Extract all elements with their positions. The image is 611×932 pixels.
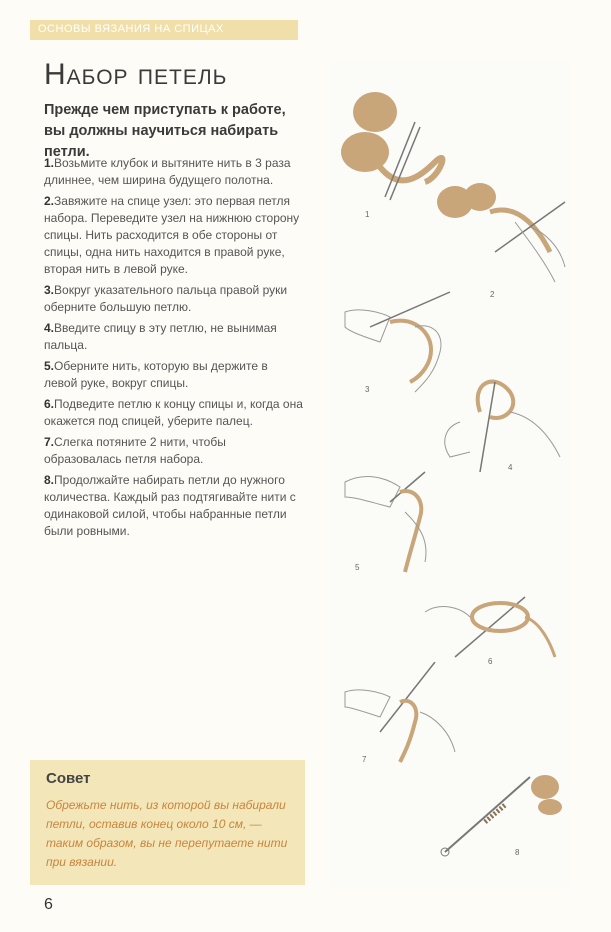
step-text: Оберните нить, которую вы держите в левой руке, вокруг спицы. [44, 359, 268, 390]
figure-5-illustration [330, 462, 570, 592]
step-number: 5. [44, 359, 55, 373]
page-number: 6 [44, 896, 53, 913]
illustration-panel [330, 62, 570, 888]
step-item [44, 396, 304, 430]
step-item [44, 320, 304, 354]
figure-8-number: 8 [515, 848, 520, 857]
figure-3-number: 3 [365, 385, 370, 394]
tip-title: Совет [46, 770, 91, 787]
figure-5-number: 5 [355, 563, 360, 572]
step-number: 4. [44, 321, 55, 335]
step-text: Подведите петлю к концу спицы и, когда она окажется под спицей, уберите палец. [44, 397, 303, 428]
step-number: 6. [44, 397, 55, 411]
step-item [44, 358, 304, 392]
figure-6-number: 6 [488, 657, 493, 666]
lead-paragraph: Прежде чем приступать к работе, вы должны научиться набирать петли. [44, 102, 286, 160]
step-number: 2. [44, 194, 55, 208]
figure-4-number: 4 [508, 463, 513, 472]
figure-7-illustration [330, 662, 570, 772]
step-text: Введите спицу в эту петлю, не вынимая пальца. [44, 321, 277, 352]
step-number: 8. [44, 473, 55, 487]
step-item [44, 193, 304, 278]
step-item [44, 472, 304, 540]
step-item [44, 155, 304, 189]
tip-box [30, 760, 305, 885]
section-header [30, 20, 298, 40]
step-number: 7. [44, 435, 55, 449]
steps-list [44, 155, 304, 544]
figure-8-illustration [330, 767, 570, 877]
step-text: Продолжайте набирать петли до нужного количества. Каждый раз подтягивайте нити с одинаковой силой, чтобы набранные петли были ровными. [44, 473, 296, 538]
step-text: Возьмите клубок и вытяните нить в 3 раза длиннее, чем ширина будущего полотна. [44, 156, 291, 187]
section-title: ОСНОВЫ ВЯЗАНИЯ НА СПИЦАХ [38, 23, 224, 35]
tip-text: Обрежьте нить, из которой вы набирали петли, оставив конец около 10 см, — таким образом, вы не перепутаете нити при вязании. [46, 798, 288, 869]
step-text: Слегка потяните 2 нити, чтобы образовалась петля набора. [44, 435, 226, 466]
step-item [44, 434, 304, 468]
figure-2-number: 2 [490, 290, 495, 299]
step-text: Завяжите на спице узел: это первая петля набора. Переведите узел на нижнюю сторону спицы. Нить расходится в обе стороны от спицы, одна нить находится в правой руке, вторая нить в левой руке. [44, 194, 300, 276]
step-number: 3. [44, 283, 55, 297]
page-title: Набор петель [44, 58, 228, 91]
step-text: Вокруг указательного пальца правой руки оберните большую петлю. [44, 283, 288, 314]
figure-1-number: 1 [365, 210, 370, 219]
figure-7-number: 7 [362, 755, 367, 764]
step-item [44, 282, 304, 316]
step-number: 1. [44, 156, 55, 170]
